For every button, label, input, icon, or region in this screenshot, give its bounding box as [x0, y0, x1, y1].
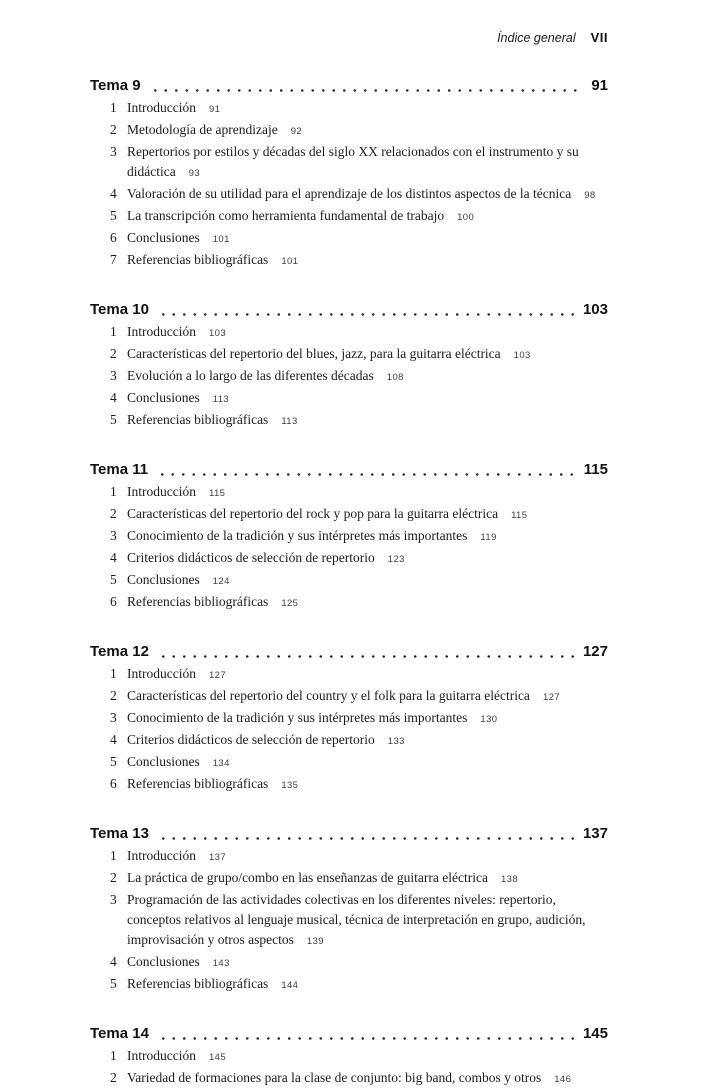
- section-title: Tema 9: [90, 77, 141, 94]
- item-title-text: Conclusiones: [127, 572, 200, 587]
- toc-item: [90, 250, 608, 272]
- item-page-number: 125: [281, 598, 299, 609]
- item-number: 3: [110, 528, 117, 543]
- item-title: [127, 1068, 608, 1090]
- dot-leader: [158, 313, 574, 316]
- toc-item: [90, 410, 608, 432]
- item-title-text: Conclusiones: [127, 390, 200, 405]
- item-number: 4: [110, 732, 117, 747]
- toc-section: [90, 76, 608, 272]
- toc-section: [90, 300, 608, 432]
- item-number: 5: [110, 412, 117, 427]
- item-title: [127, 548, 608, 570]
- toc-item: [90, 952, 608, 974]
- section-title: Tema 12: [90, 643, 149, 660]
- item-title: [127, 504, 608, 526]
- item-number: 2: [110, 506, 117, 521]
- toc-item: [90, 686, 608, 708]
- item-title: [127, 708, 608, 730]
- section-page-number: 127: [582, 643, 608, 660]
- item-title: [127, 774, 608, 796]
- item-title-text: Conclusiones: [127, 230, 200, 245]
- item-title: [127, 322, 608, 344]
- item-page-number: 123: [387, 554, 405, 565]
- toc-item: [90, 184, 608, 206]
- item-page-number: 113: [212, 394, 230, 405]
- item-page-number: 146: [554, 1074, 572, 1085]
- item-page-number: 143: [212, 958, 230, 969]
- header-title: Índice general: [497, 31, 576, 45]
- toc-item: [90, 548, 608, 570]
- item-title: [127, 846, 608, 868]
- item-page-number: 139: [306, 936, 324, 947]
- item-title-text: Referencias bibliográficas: [127, 594, 269, 609]
- toc-item: [90, 730, 608, 752]
- item-title-text: Características del repertorio del country y el folk para la guitarra eléctrica: [127, 688, 530, 703]
- section-title: Tema 11: [90, 461, 149, 478]
- toc-section-heading: [90, 824, 608, 844]
- item-title-text: Valoración de su utilidad para el aprendizaje de los distintos aspectos de la técnica: [127, 186, 572, 201]
- toc-item: [90, 322, 608, 344]
- item-number: 5: [110, 208, 117, 223]
- toc-section: [90, 1024, 608, 1090]
- section-items: [90, 1046, 608, 1090]
- item-page-number: 101: [212, 234, 230, 245]
- toc-item: [90, 504, 608, 526]
- item-page-number: 144: [281, 980, 299, 991]
- item-number: 6: [110, 594, 117, 609]
- item-title: [127, 890, 608, 952]
- item-title-text: Referencias bibliográficas: [127, 776, 269, 791]
- toc-item: [90, 774, 608, 796]
- toc-item: [90, 366, 608, 388]
- section-title: Tema 14: [90, 1025, 149, 1042]
- section-page-number: 115: [583, 461, 608, 478]
- item-title-text: Características del repertorio del rock y pop para la guitarra eléctrica: [127, 506, 499, 521]
- item-title: [127, 730, 608, 752]
- section-title: Tema 10: [90, 301, 149, 318]
- item-page-number: 130: [480, 714, 498, 725]
- toc-item: [90, 142, 608, 184]
- item-number: 3: [110, 892, 117, 907]
- item-number: 4: [110, 390, 117, 405]
- item-title-text: Introducción: [127, 1048, 196, 1063]
- item-page-number: 127: [542, 692, 560, 703]
- dot-leader: [157, 473, 575, 476]
- item-page-number: 91: [208, 104, 221, 115]
- item-number: 2: [110, 346, 117, 361]
- toc-item: [90, 120, 608, 142]
- item-page-number: 108: [386, 372, 404, 383]
- item-number: 4: [110, 954, 117, 969]
- item-title-text: Conclusiones: [127, 954, 200, 969]
- toc-item: [90, 664, 608, 686]
- item-title: [127, 344, 608, 366]
- item-number: 4: [110, 186, 117, 201]
- section-items: [90, 664, 608, 796]
- toc-item: [90, 98, 608, 120]
- item-page-number: 133: [387, 736, 405, 747]
- item-number: 2: [110, 688, 117, 703]
- item-title: [127, 974, 608, 996]
- section-page-number: 91: [591, 77, 608, 94]
- item-title: [127, 184, 608, 206]
- dot-leader: [158, 655, 574, 658]
- toc-item: [90, 974, 608, 996]
- section-items: [90, 322, 608, 432]
- section-page-number: 145: [582, 1025, 608, 1042]
- item-title-text: Variedad de formaciones para la clase de conjunto: big band, combos y otros: [127, 1070, 542, 1085]
- item-title-text: Evolución a lo largo de las diferentes décadas: [127, 368, 374, 383]
- item-title: [127, 526, 608, 548]
- toc-section-heading: [90, 460, 608, 480]
- item-title-text: Introducción: [127, 848, 196, 863]
- table-of-contents: [90, 76, 608, 1090]
- item-page-number: 113: [281, 416, 298, 427]
- item-title-text: Criterios didácticos de selección de repertorio: [127, 550, 375, 565]
- item-title: [127, 952, 608, 974]
- item-page-number: 103: [513, 350, 531, 361]
- toc-section-heading: [90, 642, 608, 662]
- item-title-text: Introducción: [127, 100, 196, 115]
- toc-item: [90, 708, 608, 730]
- item-page-number: 101: [281, 256, 299, 267]
- item-number: 3: [110, 368, 117, 383]
- section-items: [90, 846, 608, 996]
- toc-item: [90, 1046, 608, 1068]
- item-title-text: Referencias bibliográficas: [127, 252, 269, 267]
- item-title-text: Introducción: [127, 666, 196, 681]
- item-title: [127, 206, 608, 228]
- toc-item: [90, 228, 608, 250]
- item-page-number: 119: [480, 532, 497, 543]
- section-page-number: 137: [582, 825, 608, 842]
- item-title-text: Repertorios por estilos y décadas del siglo XX relacionados con el instrumento y su didáctica: [127, 144, 579, 179]
- item-title: [127, 868, 608, 890]
- item-title-text: La práctica de grupo/combo en las enseñanzas de guitarra eléctrica: [127, 870, 488, 885]
- toc-item: [90, 482, 608, 504]
- item-number: 1: [110, 848, 117, 863]
- item-page-number: 124: [212, 576, 230, 587]
- toc-item: [90, 344, 608, 366]
- item-page-number: 127: [208, 670, 227, 681]
- section-items: [90, 482, 608, 614]
- item-page-number: 98: [584, 190, 596, 201]
- item-title: [127, 366, 608, 388]
- item-number: 1: [110, 1048, 117, 1063]
- item-page-number: 92: [290, 126, 303, 137]
- section-items: [90, 98, 608, 272]
- item-number: 1: [110, 100, 117, 115]
- header-page-number: VII: [590, 30, 608, 45]
- item-title-text: Conocimiento de la tradición y sus intérpretes más importantes: [127, 710, 468, 725]
- toc-item: [90, 868, 608, 890]
- item-page-number: 100: [457, 212, 475, 223]
- item-title-text: Metodología de aprendizaje: [127, 122, 278, 137]
- dot-leader: [150, 89, 583, 92]
- item-page-number: 103: [208, 328, 227, 339]
- toc-item: [90, 570, 608, 592]
- toc-item: [90, 846, 608, 868]
- item-page-number: 115: [208, 488, 226, 499]
- item-number: 1: [110, 324, 117, 339]
- toc-item: [90, 890, 608, 952]
- item-title: [127, 482, 608, 504]
- item-page-number: 145: [208, 1052, 227, 1063]
- item-title: [127, 98, 608, 120]
- item-page-number: 137: [208, 852, 227, 863]
- toc-section-heading: [90, 1024, 608, 1044]
- toc-section: [90, 642, 608, 796]
- toc-section-heading: [90, 76, 608, 96]
- item-title: [127, 1046, 608, 1068]
- toc-item: [90, 752, 608, 774]
- toc-section-heading: [90, 300, 608, 320]
- item-title-text: Referencias bibliográficas: [127, 976, 269, 991]
- item-number: 5: [110, 572, 117, 587]
- item-number: 5: [110, 976, 117, 991]
- item-title-text: Conclusiones: [127, 754, 200, 769]
- dot-leader: [158, 837, 574, 840]
- item-page-number: 93: [188, 168, 201, 179]
- toc-item: [90, 206, 608, 228]
- item-number: 7: [110, 252, 117, 267]
- toc-item: [90, 526, 608, 548]
- item-page-number: 135: [281, 780, 299, 791]
- item-number: 2: [110, 870, 117, 885]
- item-title: [127, 752, 608, 774]
- item-number: 1: [110, 666, 117, 681]
- item-number: 1: [110, 484, 117, 499]
- item-title-text: Características del repertorio del blues, jazz, para la guitarra eléctrica: [127, 346, 501, 361]
- item-number: 6: [110, 776, 117, 791]
- item-title: [127, 120, 608, 142]
- item-title: [127, 592, 608, 614]
- toc-item: [90, 592, 608, 614]
- item-title-text: Conocimiento de la tradición y sus intérpretes más importantes: [127, 528, 468, 543]
- item-title: [127, 228, 608, 250]
- item-title-text: Introducción: [127, 324, 196, 339]
- item-number: 5: [110, 754, 117, 769]
- item-page-number: 115: [511, 510, 528, 521]
- item-number: 3: [110, 144, 117, 159]
- item-page-number: 134: [212, 758, 230, 769]
- section-page-number: 103: [582, 301, 608, 318]
- item-number: 2: [110, 1070, 117, 1085]
- item-title-text: Programación de las actividades colectivas en los diferentes niveles: repertorio, conceptos relativos al lenguaje musical, técnica de interpretación en grupo, audición, improvisación y otros aspectos: [127, 892, 586, 947]
- item-number: 4: [110, 550, 117, 565]
- toc-section: [90, 460, 608, 614]
- item-title: [127, 410, 608, 432]
- item-title-text: Criterios didácticos de selección de repertorio: [127, 732, 375, 747]
- item-title: [127, 142, 608, 184]
- item-number: 6: [110, 230, 117, 245]
- item-title: [127, 388, 608, 410]
- toc-item: [90, 1068, 608, 1090]
- item-title: [127, 686, 608, 708]
- item-title-text: Introducción: [127, 484, 196, 499]
- item-title: [127, 664, 608, 686]
- item-title-text: Referencias bibliográficas: [127, 412, 269, 427]
- toc-item: [90, 388, 608, 410]
- item-title: [127, 250, 608, 272]
- item-number: 3: [110, 710, 117, 725]
- dot-leader: [158, 1037, 574, 1040]
- item-page-number: 138: [500, 874, 519, 885]
- item-title-text: La transcripción como herramienta fundamental de trabajo: [127, 208, 445, 223]
- item-title: [127, 570, 608, 592]
- item-number: 2: [110, 122, 117, 137]
- toc-section: [90, 824, 608, 996]
- section-title: Tema 13: [90, 825, 149, 842]
- running-header: [90, 30, 608, 45]
